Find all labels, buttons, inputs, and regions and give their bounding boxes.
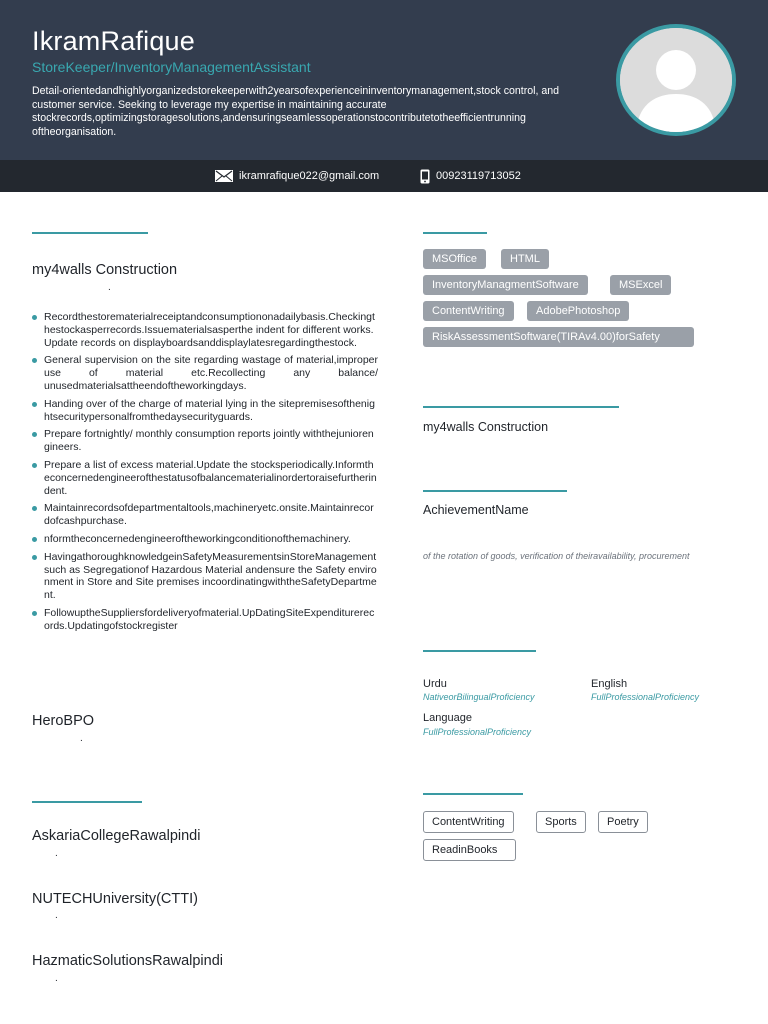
- skill-tag: RiskAssessmentSoftware(TIRAv4.00)forSafety: [423, 327, 694, 347]
- interest-tag: Sports: [536, 811, 586, 833]
- skill-tag: MSOffice: [423, 249, 486, 269]
- language-level: NativeorBilingualProficiency: [423, 692, 535, 702]
- skills-section-rule: [423, 232, 487, 234]
- profile-summary: Detail-orientedandhighlyorganizedstorekeeperwith2yearsofexperienceininventorymanagement,stock control, and customer service. Seeking to leverage my expertise in maintaining accurate stockrecords,optimizingstoragesolutions,andensuringseamlessoperationstocontributetotheefficientrunning oftheorganisation.: [32, 85, 560, 138]
- job-date-placeholder: .: [80, 733, 83, 744]
- candidate-name: IkramRafique: [32, 26, 195, 56]
- achievement-name: AchievementName: [423, 503, 529, 517]
- list-item: nformtheconcernedengineeroftheworkingconditionofthemachinery.: [32, 533, 378, 546]
- language-name: Language: [423, 712, 472, 724]
- job-date-placeholder: .: [108, 282, 111, 293]
- skill-tag: MSExcel: [610, 275, 671, 295]
- envelope-icon: [215, 170, 233, 182]
- skill-tag: ContentWriting: [423, 301, 514, 321]
- education-school: NUTECHUniversity(CTTI): [32, 891, 198, 907]
- list-item: Prepare a list of excess material.Update the stocksperiodically.Informtheconcernedengineerofthestatusofbalancematerialinordertoraisefurtherindent.: [32, 459, 378, 497]
- interest-tag: Poetry: [598, 811, 648, 833]
- interest-tag: ContentWriting: [423, 811, 514, 833]
- list-item: General supervision on the site regarding wastage of material,improper use of material etc.Recollecting any balance/ unusedmaterialsattheendoftheworkingdays.: [32, 354, 378, 392]
- skill-tag: AdobePhotoshop: [527, 301, 629, 321]
- job-company: my4walls Construction: [32, 262, 178, 278]
- education-school: HazmaticSolutionsRawalpindi: [32, 953, 224, 969]
- bullet-dot-icon: [32, 402, 37, 407]
- list-item: Prepare fortnightly/ monthly consumption reports jointly withthejuniorengineers.: [32, 428, 378, 454]
- language-level: FullProfessionalProficiency: [423, 727, 532, 737]
- list-item: FollowuptheSuppliersfordeliveryofmaterial.UpDatingSiteExpenditurerecords.Updatingofstockregister: [32, 607, 378, 633]
- list-item: Handing over of the charge of material lying in the sitepremisesofthenightsecuritypersonalfromthedaysecurityguards.: [32, 398, 378, 424]
- organization-name: my4walls Construction: [423, 420, 549, 434]
- bullet-dot-icon: [32, 611, 37, 616]
- bullet-dot-icon: [32, 315, 37, 320]
- bullet-dot-icon: [32, 506, 37, 511]
- achievement-description: of the rotation of goods, verification of theiravailability, procurement: [423, 551, 690, 561]
- list-item: Recordthestorematerialreceiptandconsumptiononadailybasis.Checkingthestockasperrecords.Issuematerialsasperthe indent for different works.Update records on displayboardsanddisplaylatesregardingthestock.: [32, 311, 378, 349]
- list-item: HavingathoroughknowledgeinSafetyMeasurementsinStoreManagement such as Segregationof Hazardous Material andensure the Safety environment in Store and Site premises incoordinatingwiththeSafetyDepartment.: [32, 551, 378, 602]
- organizations-section-rule: [423, 406, 619, 408]
- phone-text: 00923119713052: [436, 170, 521, 182]
- list-item: Maintainrecordsofdepartmentaltools,machineryetc.onsite.Maintainrecordofcashpurchase.: [32, 502, 378, 528]
- email-text: ikramrafique022@gmail.com: [239, 170, 380, 182]
- bullet-dot-icon: [32, 432, 37, 437]
- language-name: English: [591, 678, 628, 690]
- education-date-placeholder: .: [55, 973, 58, 984]
- education-section-rule: [32, 801, 142, 803]
- interests-section-rule: [423, 793, 523, 795]
- mobile-phone-icon: [420, 169, 430, 184]
- bullet-dot-icon: [32, 555, 37, 560]
- interest-tag: ReadinBooks: [423, 839, 516, 861]
- language-name: Urdu: [423, 678, 447, 690]
- profile-photo: [616, 24, 736, 136]
- education-date-placeholder: .: [55, 910, 58, 921]
- resume-header: [0, 0, 768, 160]
- contact-bar: [0, 160, 768, 192]
- achievements-section-rule: [423, 490, 567, 492]
- education-date-placeholder: .: [55, 848, 58, 859]
- languages-section-rule: [423, 650, 536, 652]
- language-level: FullProfessionalProficiency: [591, 692, 700, 702]
- skill-tag: InventoryManagmentSoftware: [423, 275, 588, 295]
- bullet-dot-icon: [32, 358, 37, 363]
- contact-email[interactable]: [215, 160, 379, 192]
- job-role: StoreKeeper/InventoryManagementAssistant: [32, 59, 311, 75]
- job-responsibilities: [32, 311, 378, 638]
- experience-section-rule: [32, 232, 148, 234]
- bullet-dot-icon: [32, 537, 37, 542]
- contact-phone[interactable]: [420, 160, 521, 192]
- job-company: HeroBPO: [32, 713, 95, 729]
- skill-tag: HTML: [501, 249, 549, 269]
- education-school: AskariaCollegeRawalpindi: [32, 828, 201, 844]
- avatar-placeholder-icon: [620, 28, 732, 132]
- bullet-dot-icon: [32, 463, 37, 468]
